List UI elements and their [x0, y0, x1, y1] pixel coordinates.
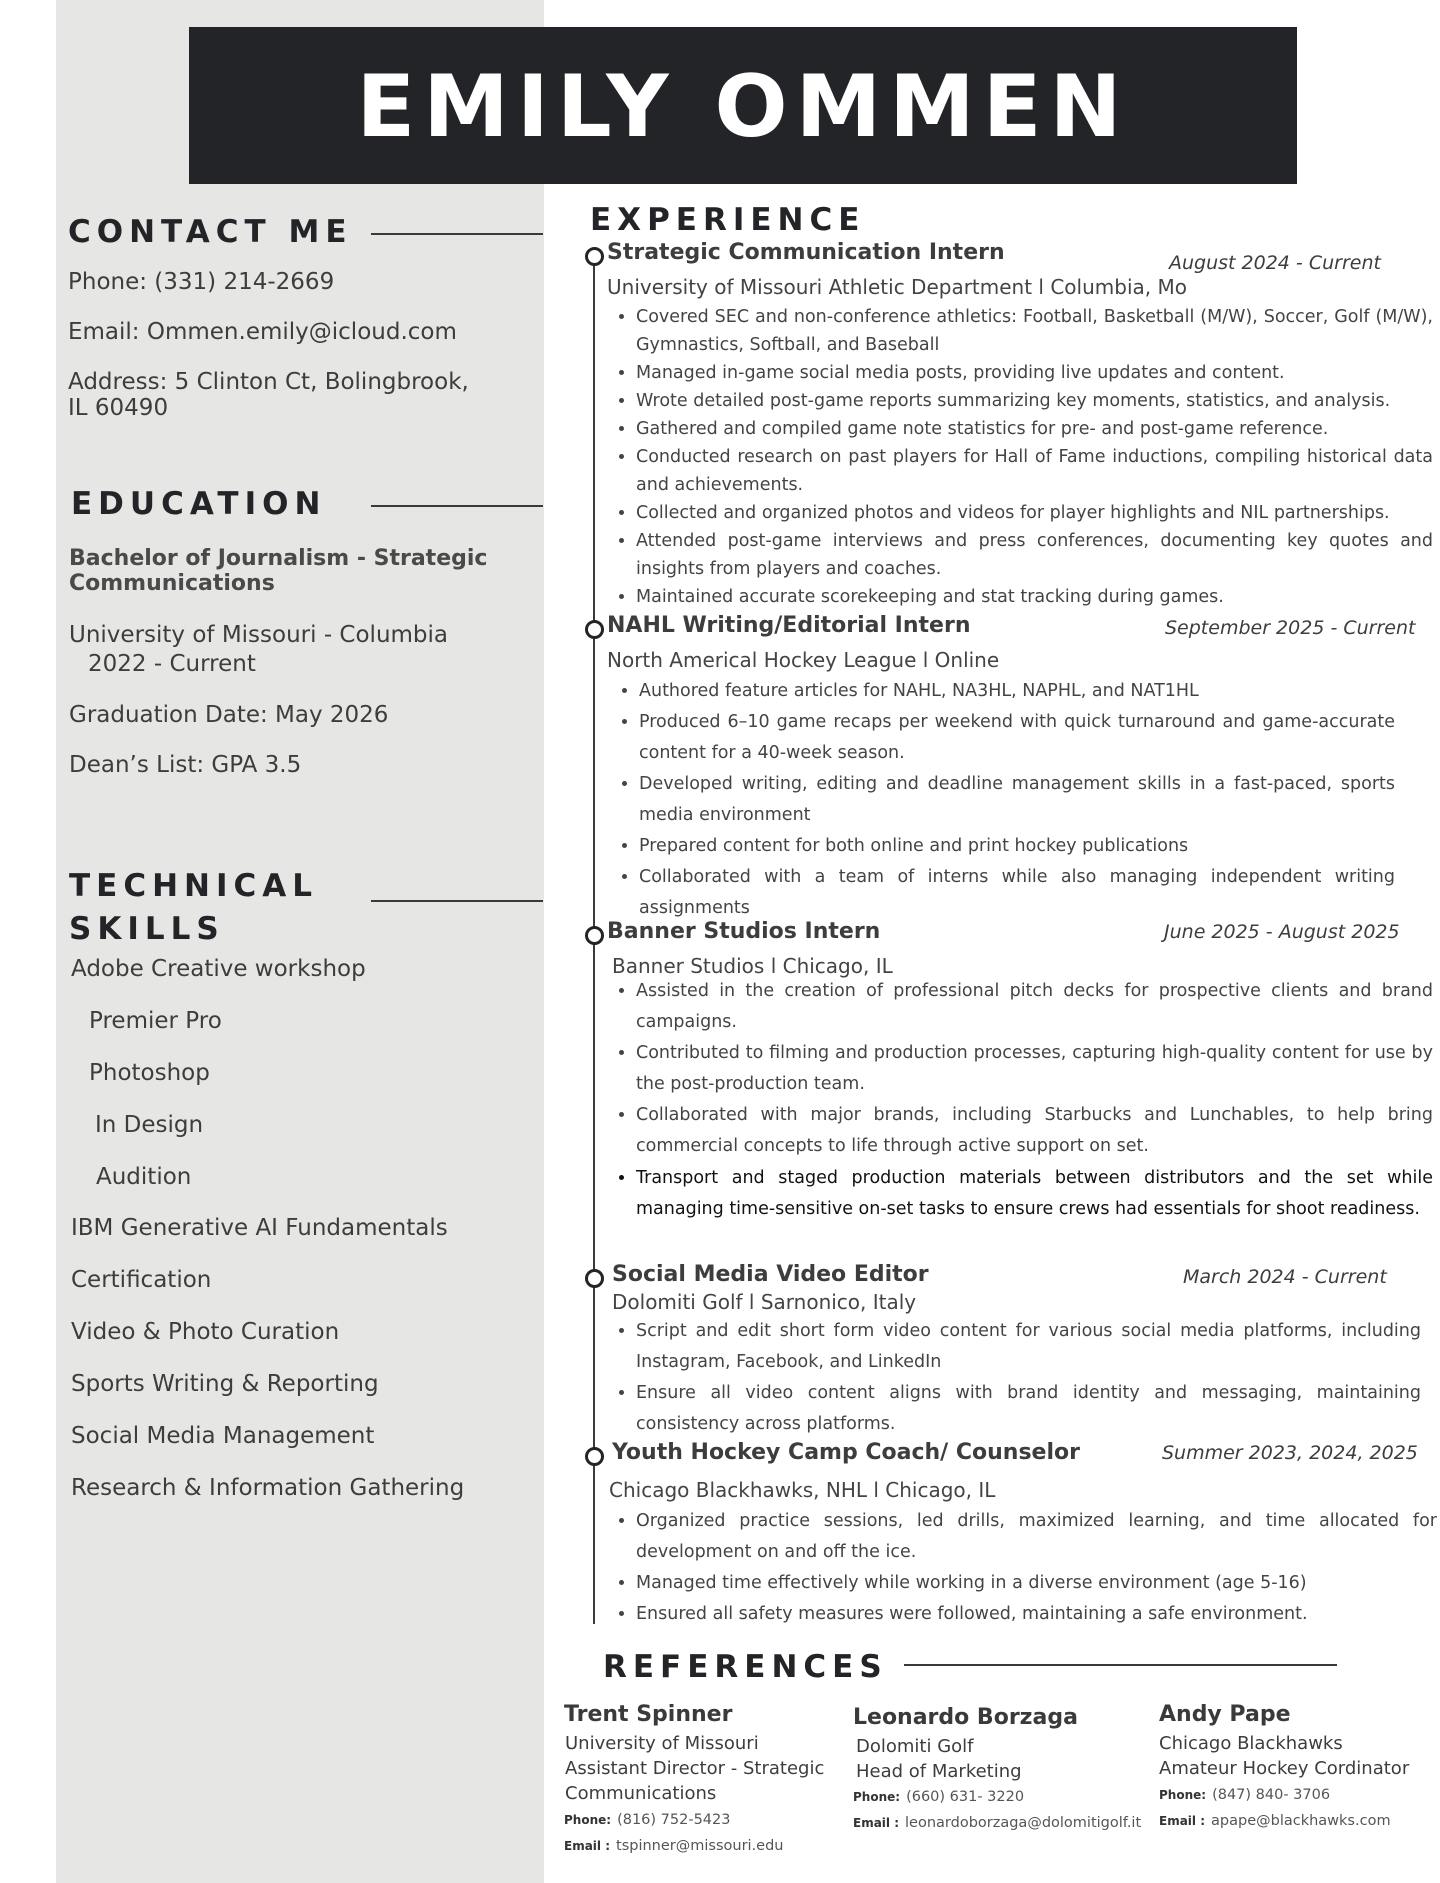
contact-address: Address: 5 Clinton Ct, Bolingbrook, IL 60490: [68, 369, 469, 421]
skill-item: Premier Pro: [89, 1008, 222, 1034]
job-bullets: [608, 976, 1433, 1162]
references-rule: [904, 1664, 1337, 1666]
job-bullet: • Prepared content for both online and print hockey publications: [639, 831, 1395, 862]
job-date: August 2024 - Current: [1169, 252, 1381, 274]
skill-item: Adobe Creative workshop: [71, 956, 366, 982]
email-label: Email :: [853, 1816, 900, 1830]
reference-name: Leonardo Borzaga: [853, 1705, 1078, 1730]
candidate-name: EMILY OMMEN: [356, 57, 1130, 157]
reference-line: Dolomiti Golf: [856, 1736, 974, 1757]
job-bullet: • Managed time effectively while working in a diverse environment (age 5-16): [636, 1568, 1437, 1599]
job-organization: University of Missouri Athletic Department l Columbia, Mo: [607, 275, 1187, 299]
skill-item: Certification: [71, 1267, 212, 1293]
job-bullet: • Conducted research on past players for Hall of Fame inductions, compiling historical data and achievements.: [636, 443, 1433, 499]
timeline-dot: [585, 926, 604, 945]
job-title: Strategic Communication Intern: [607, 240, 1005, 265]
timeline-dot: [585, 1269, 604, 1288]
job-date: March 2024 - Current: [1183, 1266, 1387, 1288]
job-bullet: • Collaborated with a team of interns while also managing independent writing assignments: [639, 862, 1395, 924]
reference-line: Assistant Director - Strategic: [565, 1758, 825, 1779]
reference-email: [564, 1836, 784, 1856]
job-bullet: • Ensured all safety measures were followed, maintaining a safe environment.: [636, 1599, 1437, 1630]
job-bullet: • Maintained accurate scorekeeping and stat tracking during games.: [636, 583, 1433, 611]
job-bullet: • Attended post-game interviews and press conferences, documenting key quotes and insights from players and coaches.: [636, 527, 1433, 583]
reference-email: [853, 1813, 1141, 1833]
skill-item: Video & Photo Curation: [71, 1319, 340, 1345]
education-heading: EDUCATION: [71, 486, 327, 522]
reference-line: Head of Marketing: [856, 1761, 1022, 1782]
reference-phone-value: (816) 752-5423: [617, 1812, 731, 1828]
skills-rule: [371, 900, 543, 902]
skill-item: Social Media Management: [71, 1423, 375, 1449]
job-bullet: • Covered SEC and non-conference athletics: Football, Basketball (M/W), Soccer, Golf (M/W), Gymnastics, Softball, and Baseball: [636, 303, 1433, 359]
job-bullet: • Managed in-game social media posts, providing live updates and content.: [636, 359, 1433, 387]
job-bullets: [608, 303, 1433, 611]
timeline-dot: [585, 1447, 604, 1466]
job-organization: Dolomiti Golf l Sarnonico, Italy: [612, 1290, 917, 1314]
education-degree: Bachelor of Journalism - Strategic Communications: [69, 546, 488, 596]
education-deans-list: Dean’s List: GPA 3.5: [69, 752, 302, 778]
job-bullet: • Contributed to filming and production processes, capturing high-quality content for use by the post-production team.: [636, 1038, 1433, 1100]
reference-line: Communications: [565, 1783, 717, 1804]
reference-name: Andy Pape: [1159, 1702, 1291, 1727]
education-graduation: Graduation Date: May 2026: [69, 702, 389, 728]
phone-label: Phone:: [564, 1813, 612, 1827]
reference-email: [1159, 1811, 1391, 1831]
reference-phone-value: (660) 631- 3220: [906, 1789, 1025, 1805]
job-date: September 2025 - Current: [1165, 617, 1416, 639]
education-years: 2022 - Current: [88, 651, 256, 677]
job-organization: Chicago Blackhawks, NHL l Chicago, IL: [609, 1478, 996, 1502]
references-heading: REFERENCES: [603, 1649, 888, 1685]
education-rule: [371, 505, 543, 507]
reference-email-value: leonardoborzaga@dolomitigolf.it: [905, 1815, 1142, 1831]
job-bullet: • Script and edit short form video content for various social media platforms, including Instagram, Facebook, and LinkedIn: [636, 1316, 1421, 1378]
skill-item: Audition: [96, 1164, 192, 1190]
job-bullets: [608, 1316, 1421, 1440]
reference-phone: [564, 1810, 730, 1830]
phone-label: Phone:: [1159, 1788, 1207, 1802]
skills-heading-line1: TECHNICAL: [69, 868, 318, 904]
job-bullet: • Organized practice sessions, led drills, maximized learning, and time allocated for development on and off the ice.: [636, 1506, 1437, 1568]
job-title: Social Media Video Editor: [612, 1262, 929, 1287]
reference-email-value: apape@blackhawks.com: [1211, 1813, 1391, 1829]
job-bullet: • Collaborated with major brands, including Starbucks and Lunchables, to help bring commercial concepts to life through active support on set.: [636, 1100, 1433, 1162]
job-date: June 2025 - August 2025: [1164, 921, 1400, 943]
reference-phone-value: (847) 840- 3706: [1212, 1787, 1331, 1803]
contact-phone: Phone: (331) 214-2669: [68, 269, 335, 295]
job-bullets: [611, 676, 1395, 924]
job-title: NAHL Writing/Editorial Intern: [607, 613, 971, 638]
job-organization: Banner Studios l Chicago, IL: [612, 954, 893, 978]
job-bullet: • Gathered and compiled game note statistics for pre- and post-game reference.: [636, 415, 1433, 443]
job-bullets-emphasis: [608, 1163, 1433, 1225]
job-bullet: • Wrote detailed post-game reports summarizing key moments, statistics, and analysis.: [636, 387, 1433, 415]
experience-heading: EXPERIENCE: [590, 202, 866, 238]
skills-heading-line2: SKILLS: [69, 911, 225, 947]
job-bullet: • Assisted in the creation of professional pitch decks for prospective clients and brand campaigns.: [636, 976, 1433, 1038]
job-date: Summer 2023, 2024, 2025: [1162, 1442, 1418, 1464]
education-school: University of Missouri - Columbia: [69, 622, 449, 648]
timeline-dot: [585, 247, 604, 266]
email-label: Email :: [564, 1839, 611, 1853]
contact-email: Email: Ommen.emily@icloud.com: [68, 319, 457, 345]
job-bullet: • Developed writing, editing and deadline management skills in a fast-paced, sports media environment: [639, 769, 1395, 831]
skill-item: Research & Information Gathering: [71, 1475, 465, 1501]
reference-phone: [1159, 1785, 1330, 1805]
job-bullet: • Collected and organized photos and videos for player highlights and NIL partnerships.: [636, 499, 1433, 527]
job-bullet: • Transport and staged production materials between distributors and the set while managing time-sensitive on-set tasks to ensure crews had essentials for shoot readiness.: [636, 1163, 1433, 1225]
job-title: Banner Studios Intern: [607, 919, 881, 944]
job-bullets: [608, 1506, 1437, 1630]
skill-item: In Design: [95, 1112, 204, 1138]
contact-heading: CONTACT ME: [68, 214, 353, 250]
reference-email-value: tspinner@missouri.edu: [616, 1838, 784, 1854]
reference-line: University of Missouri: [565, 1733, 759, 1754]
phone-label: Phone:: [853, 1790, 901, 1804]
skill-item: Sports Writing & Reporting: [71, 1371, 379, 1397]
job-bullet: • Authored feature articles for NAHL, NA3HL, NAPHL, and NAT1HL: [639, 676, 1395, 707]
reference-line: Chicago Blackhawks: [1159, 1733, 1343, 1754]
skill-item: Photoshop: [89, 1060, 210, 1086]
job-bullet: • Ensure all video content aligns with brand identity and messaging, maintaining consistency across platforms.: [636, 1378, 1421, 1440]
skill-item: IBM Generative AI Fundamentals: [71, 1215, 448, 1241]
job-title: Youth Hockey Camp Coach/ Counselor: [612, 1440, 1080, 1465]
job-bullet: • Produced 6–10 game recaps per weekend with quick turnaround and game-accurate content for a 40-week season.: [639, 707, 1395, 769]
timeline-dot: [585, 620, 604, 639]
email-label: Email :: [1159, 1814, 1206, 1828]
reference-line: Amateur Hockey Cordinator: [1159, 1758, 1410, 1779]
reference-name: Trent Spinner: [564, 1702, 733, 1727]
reference-phone: [853, 1787, 1024, 1807]
job-organization: North Americal Hockey League l Online: [607, 648, 1000, 672]
contact-rule: [371, 233, 543, 235]
